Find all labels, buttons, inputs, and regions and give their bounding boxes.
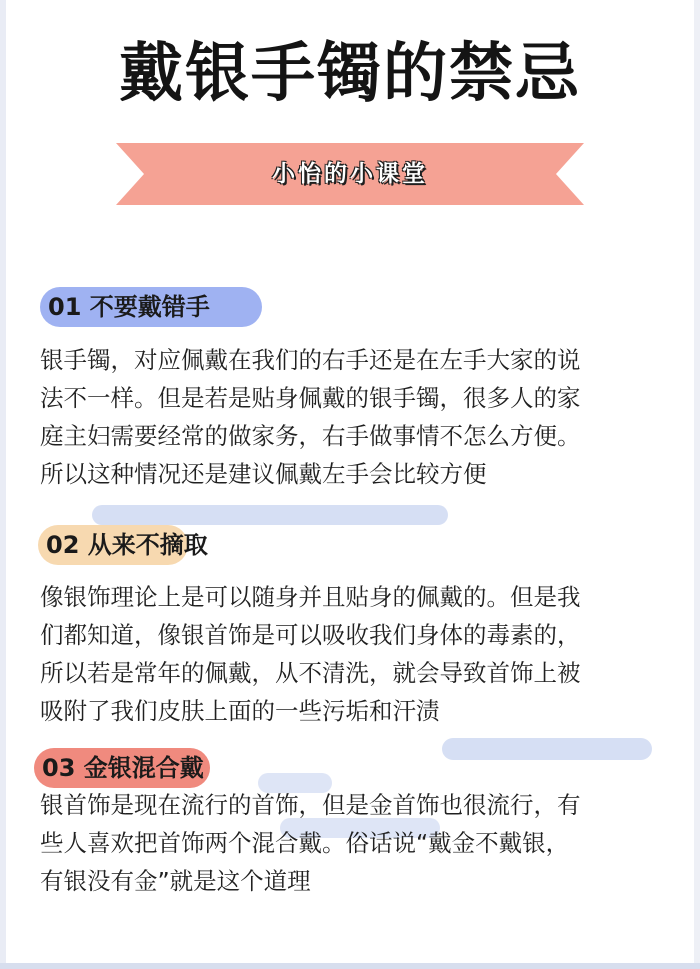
section-number: 01 [48,293,82,321]
section-body [40,341,670,493]
bottom-edge-strip [0,963,700,969]
highlight-smudge [442,738,652,760]
body-line: 些人喜欢把首饰两个混合戴。俗话说“戴金不戴银， [40,829,570,857]
section-heading [48,287,210,327]
body-line: 像银饰理论上是可以随身并且贴身的佩戴的。但是我 [40,583,581,611]
section-heading [42,748,204,788]
body-line: 吸附了我们皮肤上面的一些污垢和汗渍 [40,697,440,725]
section-heading [46,525,208,565]
section-title: 从来不摘取 [87,531,208,559]
body-line: 所以若是常年的佩戴，从不清洗，就会导致首饰上被 [40,659,581,687]
body-line: 法不一样。但是若是贴身佩戴的银手镯，很多人的家 [40,384,581,412]
body-line: 有银没有金”就是这个道理 [40,867,311,895]
body-line: 们都知道，像银首饰是可以吸收我们身体的毒素的， [40,621,581,649]
section-title: 不要戴错手 [89,293,210,321]
body-line: 庭主妇需要经常的做家务，右手做事情不怎么方便。 [40,422,581,450]
subtitle: 小怡的小课堂 [272,161,428,187]
right-edge-strip [694,0,700,969]
section-body [40,578,670,730]
body-line: 所以这种情况还是建议佩戴左手会比较方便 [40,460,487,488]
body-line: 银首饰是现在流行的首饰，但是金首饰也很流行，有 [40,791,581,819]
section-title: 金银混合戴 [83,754,204,782]
section-body [40,786,670,900]
section-number: 03 [42,754,76,782]
section-number: 02 [46,531,80,559]
highlight-smudge [92,505,448,525]
body-line: 银手镯，对应佩戴在我们的右手还是在左手大家的说 [40,346,581,374]
page-title: 戴银手镯的禁忌 [119,37,581,111]
left-edge-strip [0,0,6,969]
